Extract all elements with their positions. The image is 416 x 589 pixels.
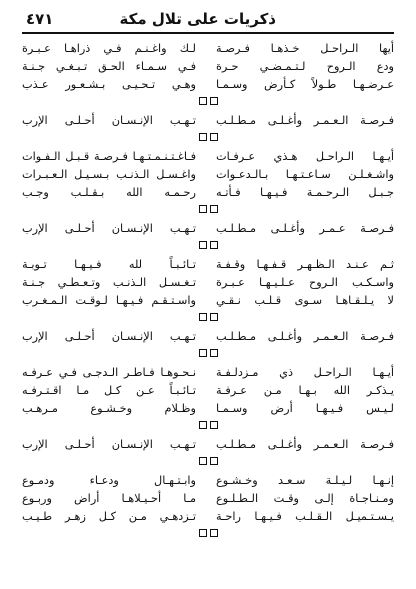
first-hemistich: واسـكـب الـروح عـلـيـهـا عـبـرة	[216, 276, 394, 289]
second-hemistich: وظـلام وخـشـوع مـرهـب	[22, 402, 196, 415]
first-hemistich: ثـم عـنـد الـظـهـر قـفـهـا وقـفـة	[216, 258, 394, 271]
verse-stanza	[22, 256, 394, 324]
first-hemistich: ومـنـاجـاة إلـى وقـت الـطـلـوع	[216, 492, 394, 505]
stanza-separator	[22, 130, 394, 144]
stanza-separator	[22, 202, 394, 216]
verse-line	[22, 328, 394, 346]
verse-line	[22, 436, 394, 454]
second-hemistich: تـزدهـي مـن كـل زهـر طـيـب	[22, 510, 196, 523]
refrain-stanza	[22, 220, 394, 252]
square-ornament-icon	[210, 205, 218, 213]
first-hemistich: لـيـس فـيـهـا أرض وسـمـا	[216, 402, 394, 415]
first-hemistich: أيـهـا الـراحـل ذي مـزدلـفـة	[216, 366, 394, 379]
square-ornament-icon	[210, 457, 218, 465]
verse-line	[22, 508, 394, 526]
verse-stanza	[22, 472, 394, 540]
second-hemistich: وهـي تـحـيـى بـشـعـور عـذب	[22, 78, 196, 91]
first-hemistich: فـرصـة الـعـمـر وأغـلـى مـطـلـب	[216, 114, 394, 127]
square-ornament-icon	[199, 133, 207, 141]
first-hemistich: أيـهـا الـراحـل هـذي عـرفـات	[216, 150, 394, 163]
square-ornament-icon	[210, 421, 218, 429]
first-hemistich: أيها الـراحـل خـذهـا فـرصـة	[216, 42, 394, 55]
stanza-separator	[22, 238, 394, 252]
square-ornament-icon	[210, 97, 218, 105]
verse-line	[22, 256, 394, 274]
second-hemistich: تـغـسـل الـذنـب وتـعـطـي جـنـة	[22, 276, 196, 289]
square-ornament-icon	[199, 349, 207, 357]
square-ornament-icon	[199, 205, 207, 213]
page-header	[22, 8, 394, 34]
refrain-stanza	[22, 112, 394, 144]
verse-line	[22, 292, 394, 310]
second-hemistich: واغـسـل الـذنـب بـسـيـل الـعـبـرات	[22, 168, 196, 181]
second-hemistich: تـهـب الإنـسـان أحـلـى الإرب	[22, 438, 196, 451]
verse-line	[22, 472, 394, 490]
second-hemistich: واسـتـقـم فـيـهـا لـوقـت الـمـغـرب	[22, 294, 196, 307]
stanza-separator	[22, 346, 394, 360]
first-hemistich: عـرضـهـا طـولاً كـأرض وسـمـا	[216, 78, 394, 91]
square-ornament-icon	[210, 241, 218, 249]
header-rule	[22, 32, 394, 34]
stanza-separator	[22, 94, 394, 108]
second-hemistich: رحـمـه الله بـقـلـب وجـب	[22, 186, 196, 199]
second-hemistich: تـائـبـاً عـن كـل مـا اقـتـرفـه	[22, 384, 196, 397]
first-hemistich: إنـهـا لـيـلـة سـعـد وخـشـوع	[216, 474, 394, 487]
second-hemistich: فـاغـتـنـمـتـهـا فـرصـة قـبـل الـفـوات	[22, 150, 196, 163]
first-hemistich: لا يـلـقـاهـا سـوى قـلـب نـقـي	[216, 294, 394, 307]
verse-line	[22, 220, 394, 238]
first-hemistich: جـبـل الـرحـمـة فـيـهـا فـأتـه	[216, 186, 394, 199]
first-hemistich: فـرصـة عـمـر وأغـلـى مـطـلـب	[216, 222, 394, 235]
second-hemistich: تـائـبـاً لله فـيـهـا تـوبـة	[22, 258, 196, 271]
verse-line	[22, 274, 394, 292]
second-hemistich: وابـتـهـال ودعـاء ودمـوع	[22, 474, 196, 487]
verse-line	[22, 40, 394, 58]
first-hemistich: يـسـتـميـل الـقـلـب فـيـهـا راحـة	[216, 510, 394, 523]
poem-body	[22, 40, 394, 544]
verse-line	[22, 382, 394, 400]
square-ornament-icon	[210, 133, 218, 141]
stanza-separator	[22, 454, 394, 468]
stanza-separator	[22, 310, 394, 324]
second-hemistich: تـهـب الإنـسـان أحـلـى الإرب	[22, 222, 196, 235]
verse-line	[22, 112, 394, 130]
verse-line	[22, 184, 394, 202]
square-ornament-icon	[199, 241, 207, 249]
square-ornament-icon	[210, 349, 218, 357]
first-hemistich: فـرصـة الـعـمـر وأغـلـى مـطـلـب	[216, 330, 394, 343]
stanza-separator	[22, 418, 394, 432]
second-hemistich: لـك واغـنـم فـي ذراهـا عـبـرة	[22, 42, 196, 55]
verse-line	[22, 58, 394, 76]
second-hemistich: تـهـب الإنـسـان أحـلـى الإرب	[22, 330, 196, 343]
verse-line	[22, 76, 394, 94]
page-title: ذكريات على تلال مكة	[119, 10, 276, 28]
second-hemistich: مـا أحـيـلاهـا أراض وربـوع	[22, 492, 196, 505]
square-ornament-icon	[210, 529, 218, 537]
verse-line	[22, 490, 394, 508]
first-hemistich: يـذكـر الله بـهـا مـن عـرفـة	[216, 384, 394, 397]
verse-line	[22, 400, 394, 418]
verse-stanza	[22, 40, 394, 108]
first-hemistich: فـرصـة الـعـمـر وأغـلـى مـطـلـب	[216, 438, 394, 451]
square-ornament-icon	[199, 421, 207, 429]
square-ornament-icon	[210, 313, 218, 321]
refrain-stanza	[22, 328, 394, 360]
verse-stanza	[22, 364, 394, 432]
second-hemistich: فـي سـمـاء الحـق تـبـغـي جـنـة	[22, 60, 196, 73]
refrain-stanza	[22, 436, 394, 468]
second-hemistich: تـهـب الإنـسـان أحـلـى الإرب	[22, 114, 196, 127]
square-ornament-icon	[199, 97, 207, 105]
verse-line	[22, 364, 394, 382]
verse-line	[22, 148, 394, 166]
first-hemistich: واشـغـلـن سـاعـتـهـا بـالـدعـوات	[216, 168, 394, 181]
square-ornament-icon	[199, 457, 207, 465]
stanza-separator	[22, 526, 394, 540]
page-number: ٤٧١	[26, 10, 54, 28]
square-ornament-icon	[199, 313, 207, 321]
verse-line	[22, 166, 394, 184]
first-hemistich: ودع الـروح لـتـمـضـي حـرة	[216, 60, 394, 73]
verse-stanza	[22, 148, 394, 216]
second-hemistich: نـحـوهـا فـاطـر الـدجـى فـي عـرفـه	[22, 366, 196, 379]
square-ornament-icon	[199, 529, 207, 537]
